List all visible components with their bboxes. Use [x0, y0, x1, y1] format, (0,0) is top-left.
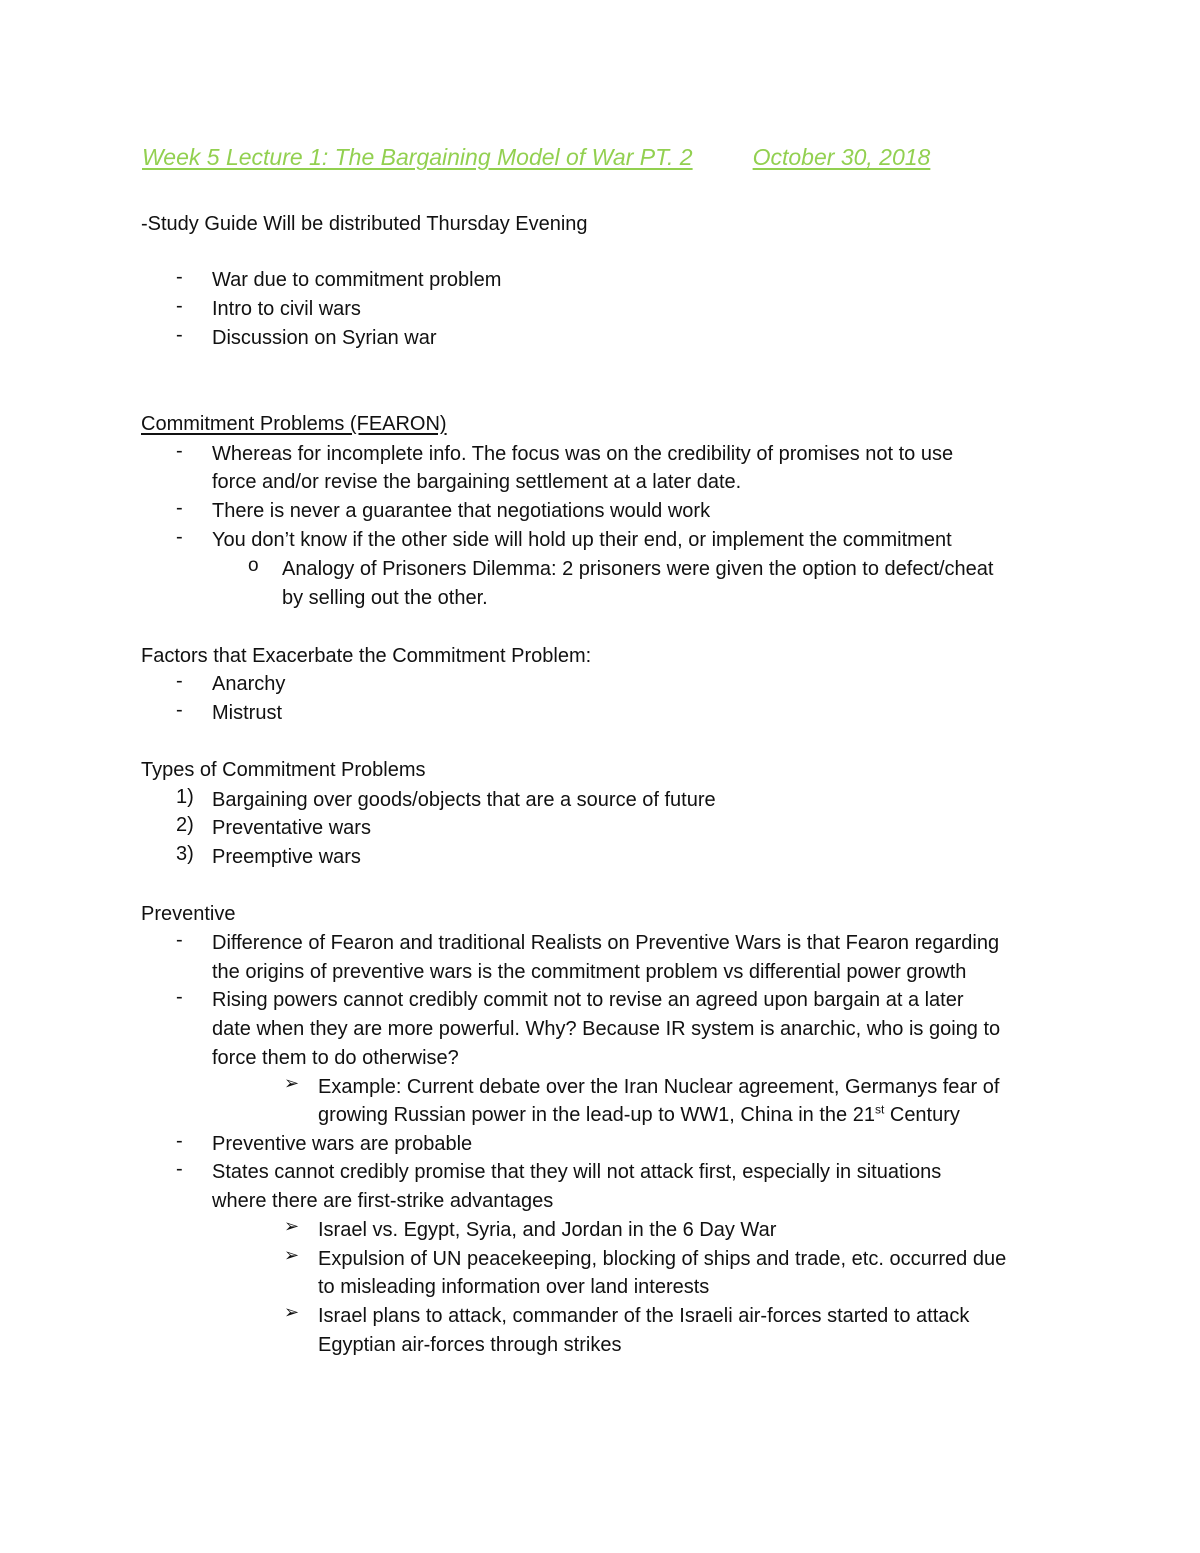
arrow-item-1: Israel vs. Egypt, Syria, and Jordan in the 6 Day War: [318, 1219, 777, 1241]
commitment-bullet-1-line-2: force and/or revise the bargaining settlement at a later date.: [212, 471, 742, 493]
arrow-item-2-line-2: to misleading information over land interests: [318, 1276, 710, 1298]
preventive-bullet-1-line-1: Difference of Fearon and traditional Realists on Preventive Wars is that Fearon regarding: [212, 932, 1000, 954]
preventive-bullet-3: Preventive wars are probable: [212, 1133, 473, 1155]
title-date: October 30, 2018: [752, 144, 931, 170]
example-line-2-end: Century: [884, 1104, 960, 1126]
bullet-dash: -: [176, 1130, 183, 1152]
factor-item: Anarchy: [212, 673, 286, 695]
arrow-bullet-icon: ➢: [284, 1073, 300, 1093]
agenda-item: War due to commitment problem: [212, 269, 502, 291]
section-heading-types: Types of Commitment Problems: [141, 759, 426, 781]
section-heading-factors: Factors that Exacerbate the Commitment Problem:: [141, 645, 592, 667]
commitment-bullet-1-line-1: Whereas for incomplete info. The focus was on the credibility of promises not to use: [212, 443, 954, 465]
bullet-dash: -: [176, 526, 183, 548]
bullet-dash: -: [176, 324, 183, 346]
bullet-dash: -: [176, 699, 183, 721]
example-line-1: Example: Current debate over the Iran Nuclear agreement, Germanys fear of: [318, 1076, 1000, 1098]
arrow-item-3-line-2: Egyptian air-forces through strikes: [318, 1334, 622, 1356]
type-item: Preemptive wars: [212, 846, 361, 868]
intro-line: -Study Guide Will be distributed Thursday Evening: [141, 213, 588, 235]
arrow-item-3-line-1: Israel plans to attack, commander of the Israeli air-forces started to attack: [318, 1305, 970, 1327]
preventive-bullet-4-line-1: States cannot credibly promise that they will not attack first, especially in situations: [212, 1161, 942, 1183]
section-heading-preventive: Preventive: [141, 903, 236, 925]
bullet-dash: -: [176, 266, 183, 288]
bullet-dash: -: [176, 1158, 183, 1180]
commitment-sub-line-1: Analogy of Prisoners Dilemma: 2 prisoners were given the option to defect/cheat: [282, 558, 994, 580]
title-text: Week 5 Lecture 1: The Bargaining Model of War PT. 2: [142, 144, 693, 170]
commitment-sub-line-2: by selling out the other.: [282, 587, 488, 609]
factor-item: Mistrust: [212, 702, 282, 724]
ordinal-suffix: st: [874, 1102, 885, 1117]
preventive-bullet-4-line-2: where there are first-strike advantages: [212, 1190, 554, 1212]
preventive-bullet-2-line-2: date when they are more powerful. Why? Because IR system is anarchic, who is going to: [212, 1018, 1001, 1040]
bullet-dash: -: [176, 440, 183, 462]
type-item: Bargaining over goods/objects that are a source of future: [212, 789, 716, 811]
preventive-bullet-1-line-2: the origins of preventive wars is the commitment problem vs differential power growth: [212, 961, 967, 983]
arrow-item-2-line-1: Expulsion of UN peacekeeping, blocking of ships and trade, etc. occurred due: [318, 1248, 1007, 1270]
preventive-bullet-2-line-3: force them to do otherwise?: [212, 1047, 459, 1069]
bullet-dash: -: [176, 986, 183, 1008]
type-item: Preventative wars: [212, 817, 371, 839]
arrow-bullet-icon: ➢: [284, 1216, 300, 1236]
bullet-dash: -: [176, 929, 183, 951]
bullet-dash: -: [176, 295, 183, 317]
agenda-item: Discussion on Syrian war: [212, 327, 437, 349]
commitment-bullet-3: You don’t know if the other side will hold up their end, or implement the commitment: [212, 529, 952, 551]
list-number: 1): [176, 786, 194, 808]
arrow-bullet-icon: ➢: [284, 1302, 300, 1322]
document-title: [142, 144, 930, 171]
bullet-circle: o: [248, 555, 259, 576]
bullet-dash: -: [176, 670, 183, 692]
commitment-bullet-2: There is never a guarantee that negotiations would work: [212, 500, 711, 522]
section-heading-commitment: Commitment Problems (FEARON): [141, 413, 447, 435]
bullet-dash: -: [176, 497, 183, 519]
list-number: 2): [176, 814, 194, 836]
arrow-bullet-icon: ➢: [284, 1245, 300, 1265]
preventive-bullet-2-line-1: Rising powers cannot credibly commit not to revise an agreed upon bargain at a later: [212, 989, 964, 1011]
example-line-2-text: growing Russian power in the lead-up to WW1, China in the 21: [318, 1104, 875, 1126]
agenda-item: Intro to civil wars: [212, 298, 361, 320]
example-line-2: [318, 1101, 960, 1129]
list-number: 3): [176, 843, 194, 865]
